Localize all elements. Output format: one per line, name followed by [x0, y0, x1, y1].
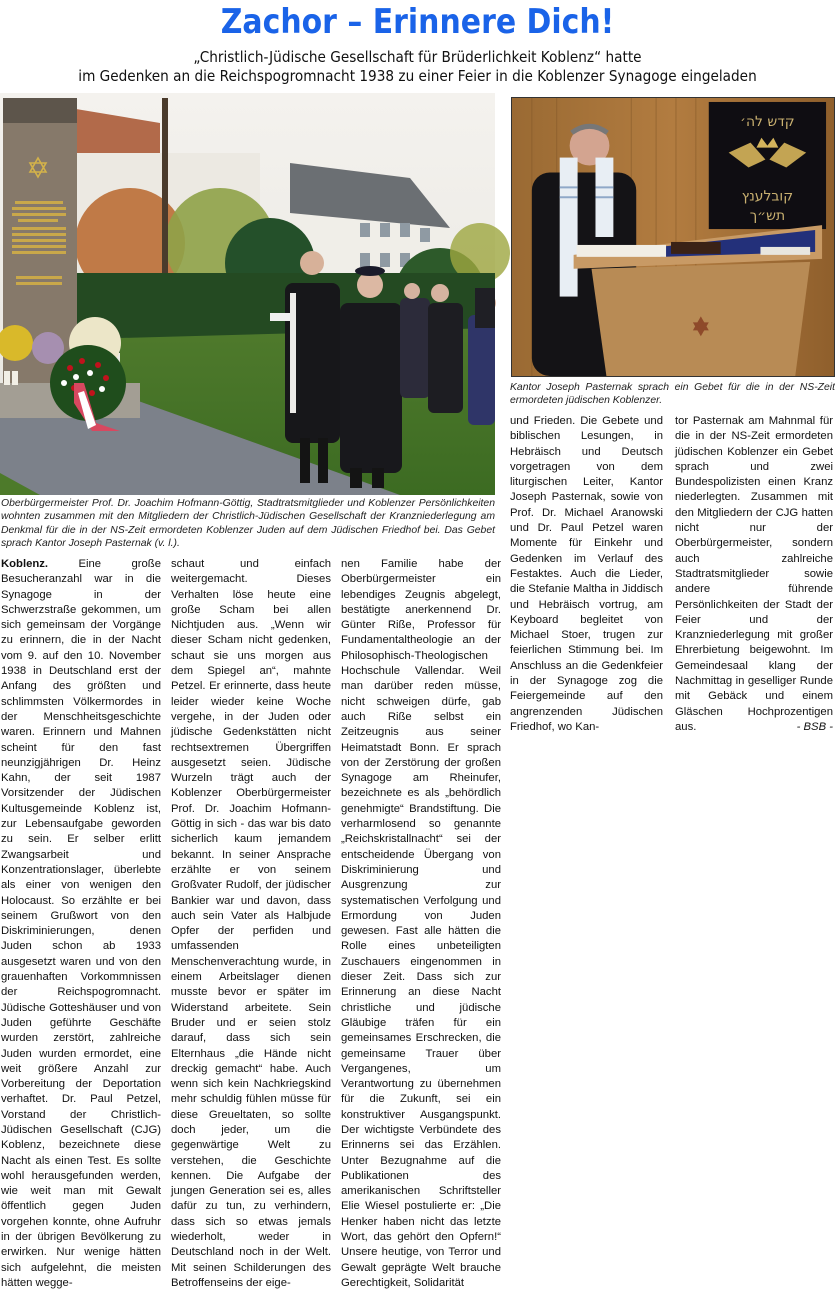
subheadline-line-1: „Christlich-Jüdische Gesellschaft für Brüderlichkeit Koblenz“ hatte: [193, 48, 642, 66]
memorial-photo: [0, 93, 495, 495]
column-2-text: schaut und einfach weitergemacht. Dieses Verhalten löse heute eine große Scham bei allen Nichtjuden aus. „Wenn wir dieser Scham nicht gedenken, schaut sie uns morgen aus dem Spiegel an“, mahnte Petzel. Er erinnerte, dass heute leider wieder keine Woche vergehe, in der Juden oder jüdische Gedenkstätten nicht rechtsextremen Übergriffen ausgesetzt seien. Jüdische Wurzeln trägt auch der Koblenzer Oberbürgermeister Prof. Dr. Joachim Hofmann-Göttig in sich - das war bis dato sicherlich kaum jemandem bekannt. In seiner Ansprache erzählte er von seinem Großvater Rudolf, der jüdischer Bankier war und davon, dass auch sein Vater als Halbjude Opfer der perfiden und umfassenden Menschenverachtung wurde, in einem Arbeitslager dienen musste bevor er später im Widerstand arbeitete. Sein Bruder und er seien stolz darauf, dass sich sein Elternhaus „die Hände nicht dreckig gemacht“ habe. Auch wenn sich kein Nachkriegskind mehr schuldig fühlen müsse für diese Greueltaten, so sollte doch jeder, um die gegenwärtige Welt zu verstehen, die Geschichte kennen. Die Aufgabe der jungen Generation sei es, alles dafür zu tun, zu verhindern, dass sich so etwas jemals wiederholt, weder in Deutschland noch in der Welt. Mit seinen Schilderungen des Betroffenseins der eige-: [171, 558, 331, 1289]
dateline: Koblenz.: [1, 558, 79, 570]
author-byline: - BSB -: [796, 720, 833, 733]
curtain-text-bottom: תש״ך: [749, 208, 786, 225]
memorial-photo-caption: Oberbürgermeister Prof. Dr. Joachim Hofmann-Göttig, Stadtratsmitglieder und Koblenzer Persönlichkeiten wohnten zusammen mit den Mitgliedern der Christlich-Jüdischen Gesellschaft der Kranzniederlegung am Denkmal für die in der NS-Zeit ermordeten Koblenzer Juden auf dem Jüdischen Friedhof bei. Das Gebet sprach Kantor Joseph Pasternak (v. l.).: [1, 498, 495, 550]
kantor-photo-caption: Kantor Joseph Pasternak sprach ein Gebet für die in der NS-Zeit ermordeten jüdischen Koblenzer.: [510, 382, 835, 407]
column-3-text: nen Familie habe der Oberbürgermeister ein lebendiges Zeugnis abgelegt, bestätigte anerkennend Dr. Günter Riße, Professor für Fundamentaltheologie an der Philosophisch-Theologischen Hochschule Vallendar. Weil man darüber reden müsse, nicht schweigen dürfe, gab auch Riße selbst ein Zeitzeugnis aus seiner Heimatstadt Bonn. Er sprach von der Zerstörung der großen Synagoge am Rheinufer, bezeichnete es als „behördlich genehmigte“ Brandstiftung. Die verharmlosend so genannte „Reichskristallnacht“ sei der entscheidende Übergang von Diskriminierung und Ausgrenzung zur systematischen Verfolgung und Ermordung von Juden gewesen. Fast alle hätten die Rolle eines unbeteiligten Zuschauers eingenommen in dieser Zeit. Dass sich zur Erinnerung an diese Nacht christliche und jüdische Gläubige träfen für ein gemeinsames Erschrecken, die gemeinsame Trauer über Vergangenes, um Verantwortung zu übernehmen für die Zukunft, sei ein konstruktiver Ausgangspunkt. Der wichtigste Verbündete des Erinnerns sei das Erzählen. Unter Bezugnahme auf die Publikationen des amerikanischen Schriftsteller Elie Wiesel postulierte er: „Die Henker haben nicht das letzte Wort, das gehört den Opfern!“ Unsere heutige, von Terror und Gewalt geprägte Welt brauche Gerechtigkeit, Solidarität: [341, 558, 501, 1289]
article-column-1: [1, 557, 161, 1289]
kantor-photo: [511, 97, 835, 377]
column-1-text: Eine große Besucheranzahl war in die Synagoge in der Schwerzstraße gekommen, um sich gemeinsam der Vorgänge zu erinnern, die in der Nacht vom 9. auf den 10. November 1938 in Deutschland erst der Anfang des größten und schlimmsten Völkermordes in der Menschheitsgeschichte waren. Erinnern und Mahnen scheint für den fast neunzigjährigen Dr. Heinz Kahn, der seit 1987 Vorsitzender der Jüdischen Kultusgemeinde Koblenz ist, zur Lebensaufgabe geworden zu sein. Er selber erlitt Zwangsarbeit und Konzentrationslager, überlebte als einer von wenigen den Holocaust. So erzählte er bei seinem Grußwort von den Diskriminierungen, denen Juden schon ab 1933 ausgesetzt waren und von den grauenhaften Vorkommnissen der Reichspogromnacht. Jüdische Gotteshäuser und von Juden geführte Geschäfte wurden zerstört, zahlreiche Juden wurden ermordet, eine weit größere Anzahl zur Vorbereitung der Deportation verhaftet. Dr. Paul Petzel, Vorstand der Christlich-Jüdischen Gesellschaft (CJG) Koblenz, bezeichnete diese Nacht als einen Test. Es sollte wohl herausgefunden werden, wie weit man mit Gewalt öffentlich gegen Juden vorgehen konnte, ohne Aufruhr in der übrigen Bevölkerung zu erwirken. Nur wenige hätten sich aufgelehnt, die meisten hätten wegge-: [1, 558, 161, 1289]
article-column-4: [510, 414, 663, 733]
article-column-2: [171, 557, 331, 1289]
column-5-text: tor Pasternak am Mahnmal für die in der NS-Zeit ermordeten jüdischen Koblenzer ein Gebet sprach und zwei Bundespolizisten einen Kranz niederlegten. Zusammen mit den Mitgliedern der CJG hatten nicht nur der Oberbürgermeister, sondern auch zahlreiche Stadtratsmitglieder sowie andere führende Persönlichkeiten der Stadt der Feier und der Kranzniederlegung mit großer Ehrerbietung beigewohnt. Im Gemeindesaal klang der Nachmittag in geselliger Runde mit Gebäck und einem Gläschen Hochprozentigen aus.: [675, 415, 833, 733]
headline: Zachor – Erinnere Dich!: [220, 2, 615, 42]
column-4-text: und Frieden. Die Gebete und biblischen Lesungen, in Hebräisch und Deutsch vorgetragen von dem liturgischen Leiter, Kantor Joseph Pasternak, sowie von Prof. Dr. Michael Aranowski und Dr. Paul Petzel waren Momente für Einkehr und Gedenken im Verlauf des Festaktes. Auch die Lieder, die Stefanie Maltha in Jiddisch und Hebräisch vortrug, am Keyboard begleitet von Michael Stoer, trugen zur feierlichen Stimmung bei. Im Anschluss an die Gedenkfeier in der Synagoge zog die Feiergemeinde auf den angrenzenden Jüdischen Friedhof, wo Kan-: [510, 415, 663, 733]
curtain-text-middle: קובלענץ: [741, 188, 794, 205]
article-column-3: [341, 557, 501, 1289]
subheadline-line-2: im Gedenken an die Reichspogromnacht 1938 zu einer Feier in die Koblenzer Synagoge eingeladen: [78, 67, 757, 85]
article-column-5: [675, 414, 833, 733]
curtain-text-top: קדש לה׳: [740, 113, 795, 130]
